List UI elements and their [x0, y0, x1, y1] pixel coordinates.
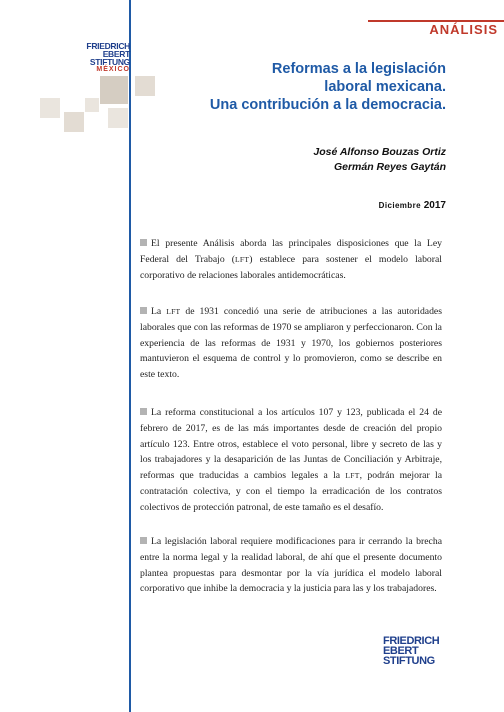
logo-line-1: FRIEDRICH	[86, 41, 130, 51]
fes-logo-top	[86, 42, 130, 74]
author-name: José Alfonso Bouzas Ortiz	[313, 146, 446, 158]
document-title	[210, 60, 446, 114]
paragraph-text: de 1931 concedió una serie de atribuciones a las autoridades laborales que con las reformas de 1970 se ampliaron y perfeccionaron. Con la experiencia de las reformas de 1931 y 1970, los gobiernos posteriores mantuvieron el esquema de control y lo promovieron, como se describe en este texto.	[140, 306, 442, 381]
summary-paragraph	[140, 405, 442, 516]
decor-square	[85, 98, 99, 112]
summary-paragraph	[140, 304, 442, 383]
square-bullet-icon	[140, 239, 147, 246]
fes-logo-bottom	[383, 636, 439, 666]
authors-block	[313, 145, 446, 175]
decor-square	[135, 76, 155, 96]
paragraph-text: La	[151, 306, 167, 317]
decor-square	[100, 76, 128, 104]
logo-line-4: MÉXICO	[96, 66, 130, 73]
paragraph-text: ) establece para sostener el modelo laboral corporativo de relaciones laborales antidemocráticas.	[140, 253, 442, 281]
paragraph-text: La reforma constitucional a los artículos 107 y 123, publicada el 24 de febrero de 2017, es de las más importantes desde de creación del propio artículo 123. Entre otros, establece el voto personal, libre y secreto de las y los trabajadores y la desaparición de las Juntas de Conciliación y Arbitraje, reformas que traducidas a cambios legales a la	[140, 407, 442, 482]
title-line-3: Una contribución a la democracia.	[209, 97, 446, 113]
summary-paragraph	[140, 534, 442, 597]
lft-abbreviation: LFT	[235, 254, 250, 264]
section-label: ANÁLISIS	[429, 22, 498, 37]
publication-date	[379, 200, 446, 211]
lft-abbreviation: LFT	[345, 471, 360, 481]
logo-line-3: STIFTUNG	[383, 655, 435, 667]
decor-square	[40, 98, 60, 118]
lft-abbreviation: LFT	[166, 307, 181, 316]
logo-line-2: EBERT	[383, 645, 419, 657]
logo-line-1: FRIEDRICH	[383, 635, 440, 647]
paragraph-text: La legislación laboral requiere modificaciones para ir cerrando la brecha entre la norma legal y la realidad laboral, de ahí que el presente documento plantea propuestas para desmontar por la vía jurídica el modelo laboral corporativo que inhibe la democracia y la justicia para las y los trabajadores.	[140, 536, 442, 595]
square-bullet-icon	[140, 537, 147, 544]
decor-square	[64, 112, 84, 132]
square-bullet-icon	[140, 408, 147, 415]
title-line-2: laboral mexicana.	[324, 79, 446, 95]
logo-line-2: EBERT	[102, 49, 130, 59]
logo-line-3: STIFTUNG	[89, 57, 130, 67]
square-bullet-icon	[140, 307, 147, 314]
date-year: 2017	[423, 200, 446, 211]
decor-square	[108, 108, 128, 128]
author-name: Germán Reyes Gaytán	[333, 161, 446, 173]
vertical-divider	[129, 0, 131, 712]
paragraph-text: El presente Análisis aborda las principales disposiciones que la Ley Federal del Trabajo (	[140, 238, 442, 265]
date-month: Diciembre	[378, 201, 421, 210]
title-line-1: Reformas a la legislación	[271, 61, 446, 77]
summary-paragraph	[140, 236, 442, 283]
paragraph-text: , podrán mejorar la contratación colectiva, y con el tiempo la erradicación de los contratos colectivos de protección patronal, de este tamaño es el desafío.	[140, 470, 442, 513]
